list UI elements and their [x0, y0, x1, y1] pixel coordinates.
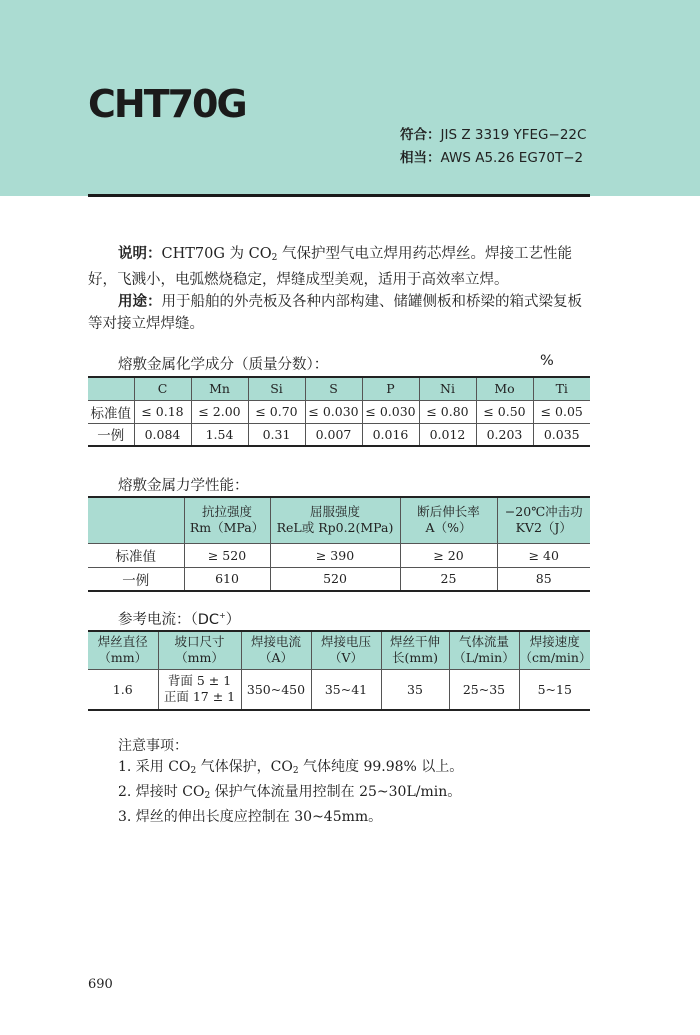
- groove-front: 正面 17 ± 1: [163, 689, 236, 705]
- mech-header-row: [88, 497, 590, 543]
- table-row: [88, 567, 590, 591]
- table-row: [88, 669, 590, 710]
- current-col-header: [381, 631, 449, 669]
- standard-conform: [400, 124, 586, 147]
- table-cell: 520: [270, 567, 400, 591]
- table-cell: ≤ 2.00: [191, 400, 248, 423]
- description: [88, 243, 590, 335]
- table-cell: ≤ 0.70: [248, 400, 305, 423]
- table-cell: 0.31: [248, 423, 305, 446]
- current-title-end: ）: [225, 612, 241, 628]
- table-cell: 1.54: [191, 423, 248, 446]
- chem-col-header: Mo: [476, 377, 533, 400]
- standard-conform-label: 符合：: [400, 127, 441, 143]
- standard-equivalent-value: AWS A5.26 EG70T−2: [440, 150, 584, 166]
- description-label: 说明：: [118, 246, 162, 262]
- notes: [118, 736, 463, 828]
- table-cell: ≥ 520: [184, 543, 270, 567]
- table-cell: 0.203: [476, 423, 533, 446]
- description-text-b: 气保护型气电立焊用药芯焊丝。焊接工艺性能好，飞溅小，电弧燃烧稳定，焊缝成型美观，适用于高效率立焊。: [88, 246, 572, 288]
- table-cell: 1.6: [88, 669, 158, 710]
- standard-equivalent: [400, 147, 586, 170]
- note-subscript: 2: [292, 766, 299, 776]
- table-cell: 0.012: [419, 423, 476, 446]
- header-line-1: 焊丝干伸: [389, 634, 440, 650]
- note-subscript: 2: [204, 791, 211, 801]
- table-cell: ≤ 0.030: [362, 400, 419, 423]
- header-line-1: 屈服强度: [309, 504, 360, 520]
- table-cell: 0.007: [305, 423, 362, 446]
- table-cell: ≥ 20: [400, 543, 497, 567]
- table-row: [88, 400, 590, 423]
- header-line-2: （L/min）: [453, 650, 515, 666]
- header-line-2: （V）: [328, 650, 364, 666]
- current-title-text: 参考电流：（DC: [118, 612, 220, 628]
- note-item: [118, 782, 463, 807]
- table-cell: [158, 669, 241, 710]
- chem-col-header: Mn: [191, 377, 248, 400]
- chem-table: [88, 376, 590, 447]
- header-line-2: （cm/min）: [519, 650, 592, 666]
- header-line-2: ReL或 Rp0.2(MPa): [276, 520, 394, 536]
- chem-corner-cell: [88, 377, 134, 400]
- header-line-1: 焊接电压: [320, 634, 371, 650]
- chem-col-header: P: [362, 377, 419, 400]
- usage-label: 用途：: [118, 294, 162, 310]
- row-label: 标准值: [88, 400, 134, 423]
- chem-header-row: [88, 377, 590, 400]
- chem-unit: %: [540, 353, 554, 369]
- table-cell: ≤ 0.50: [476, 400, 533, 423]
- row-label: 标准值: [88, 543, 184, 567]
- table-row: [88, 543, 590, 567]
- table-cell: ≤ 0.18: [134, 400, 191, 423]
- table-cell: ≤ 0.030: [305, 400, 362, 423]
- header-line-2: （mm）: [98, 650, 148, 666]
- current-section-title: [118, 608, 240, 629]
- table-cell: 0.016: [362, 423, 419, 446]
- usage-text: 用于船舶的外壳板及各种内部构建、储罐侧板和桥梁的箱式梁复板等对接立焊焊缝。: [88, 294, 582, 332]
- mech-corner-cell: [88, 497, 184, 543]
- table-row: [88, 423, 590, 446]
- table-cell: 25: [400, 567, 497, 591]
- note-text: 2. 焊接时 CO: [118, 784, 205, 800]
- table-cell: 85: [497, 567, 590, 591]
- header-line-1: −20℃冲击功: [504, 504, 583, 520]
- current-col-header: [449, 631, 519, 669]
- standard-conform-value: JIS Z 3319 YFEG−22C: [440, 127, 587, 143]
- notes-title: 注意事项：: [118, 738, 188, 754]
- page-number: 690: [88, 977, 113, 992]
- chem-col-header: Ti: [533, 377, 590, 400]
- note-text: 气体保护，CO: [196, 759, 293, 775]
- product-title: CHT70G: [88, 82, 246, 126]
- table-cell: ≥ 40: [497, 543, 590, 567]
- mech-col-header: [497, 497, 590, 543]
- header-line-1: 气体流量: [458, 634, 509, 650]
- header-line-2: 长(mm): [392, 650, 438, 666]
- mech-col-header: [270, 497, 400, 543]
- chem-col-header: Ni: [419, 377, 476, 400]
- current-title-sup: +: [219, 611, 226, 621]
- table-cell: ≥ 390: [270, 543, 400, 567]
- row-label: 一例: [88, 567, 184, 591]
- header-line-1: 焊接速度: [529, 634, 580, 650]
- table-cell: 0.084: [134, 423, 191, 446]
- table-cell: ≤ 0.80: [419, 400, 476, 423]
- mech-col-header: [400, 497, 497, 543]
- note-item: 3. 焊丝的伸出长度应控制在 30~45mm。: [118, 809, 383, 825]
- current-header-row: [88, 631, 590, 669]
- header-line-1: 抗拉强度: [201, 504, 252, 520]
- note-text: 气体纯度 99.98% 以上。: [298, 759, 464, 775]
- table-cell: 25~35: [449, 669, 519, 710]
- mech-section-title: 熔敷金属力学性能：: [118, 478, 249, 494]
- header-line-1: 焊丝直径: [97, 634, 148, 650]
- table-cell: 5~15: [519, 669, 590, 710]
- note-subscript: 2: [190, 766, 197, 776]
- groove-back: 背面 5 ± 1: [167, 673, 232, 689]
- chem-col-header: C: [134, 377, 191, 400]
- chem-col-header: Si: [248, 377, 305, 400]
- chem-section-title: 熔敷金属化学成分（质量分数）：: [118, 357, 329, 373]
- header-line-2: KV2（J）: [515, 520, 572, 536]
- table-cell: 610: [184, 567, 270, 591]
- standard-equivalent-label: 相当：: [400, 150, 441, 166]
- description-paragraph: [88, 243, 590, 291]
- note-text: 保护气体流量用控制在 25~30L/min。: [210, 784, 462, 800]
- table-cell: 350~450: [241, 669, 311, 710]
- header-rule: [88, 194, 590, 197]
- standards-block: [400, 124, 586, 170]
- mech-table: [88, 496, 590, 592]
- description-subscript: 2: [271, 253, 278, 263]
- description-text-a: CHT70G 为 CO: [161, 246, 272, 262]
- header-line-1: 焊接电流: [250, 634, 301, 650]
- mech-col-header: [184, 497, 270, 543]
- current-col-header: [519, 631, 590, 669]
- header-line-1: 坡口尺寸: [174, 634, 225, 650]
- current-col-header: [158, 631, 241, 669]
- current-table: [88, 630, 590, 711]
- usage-paragraph: [88, 291, 590, 335]
- note-item: [118, 757, 463, 782]
- current-col-header: [241, 631, 311, 669]
- chem-col-header: S: [305, 377, 362, 400]
- table-cell: 35: [381, 669, 449, 710]
- table-cell: ≤ 0.05: [533, 400, 590, 423]
- current-col-header: [88, 631, 158, 669]
- table-cell: 35~41: [311, 669, 381, 710]
- header-line-2: （A）: [258, 650, 294, 666]
- header-line-2: （mm）: [175, 650, 224, 666]
- row-label: 一例: [88, 423, 134, 446]
- table-cell: 0.035: [533, 423, 590, 446]
- header-line-2: Rm（MPa）: [189, 520, 265, 536]
- header-line-1: 断后伸长率: [417, 504, 480, 520]
- note-text: 1. 采用 CO: [118, 759, 191, 775]
- header-line-2: A（%）: [425, 520, 472, 536]
- current-col-header: [311, 631, 381, 669]
